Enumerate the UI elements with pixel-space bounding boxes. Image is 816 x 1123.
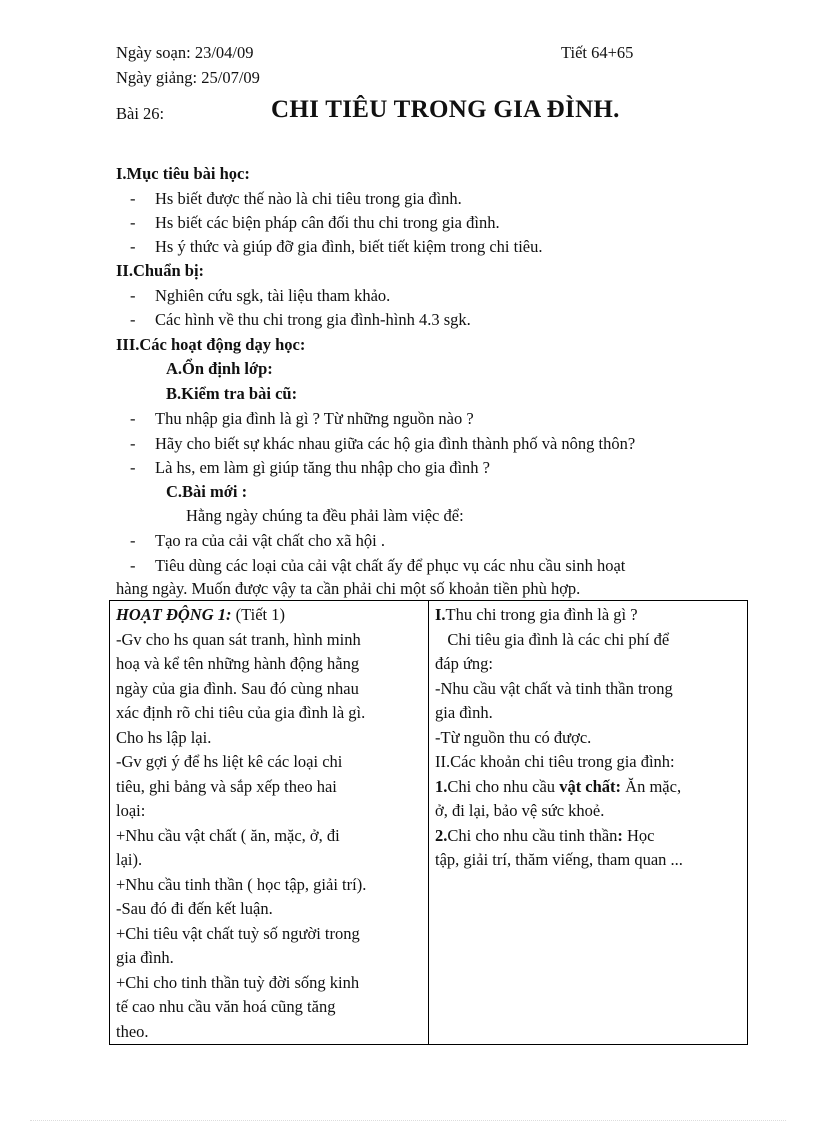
- section-heading-objectives: I.Mục tiêu bài học:: [116, 164, 250, 183]
- content-heading: I.Thu chi trong gia đình là gì ?: [435, 605, 638, 624]
- list-item-continuation: hàng ngày. Muốn được vậy ta cần phải chi một số khoản tiền phù hợp.: [116, 579, 581, 598]
- teacher-activity-line: Cho hs lập lại.: [116, 727, 212, 747]
- teacher-activity-line: tiêu, ghi bảng và sắp xếp theo hai: [116, 776, 337, 796]
- list-item: - Các hình về thu chi trong gia đình-hình 4.3 sgk.: [130, 310, 471, 329]
- list-item: - Thu nhập gia đình là gì ? Từ những nguồn nào ?: [130, 409, 474, 428]
- teacher-activity-line: xác định rõ chi tiêu của gia đình là gì.: [116, 703, 366, 722]
- teacher-activity-cell: [110, 601, 429, 1045]
- new-lesson-intro: Hằng ngày chúng ta đều phải làm việc để:: [186, 506, 464, 525]
- list-item: - Là hs, em làm gì giúp tăng thu nhập cho gia đình ?: [130, 458, 490, 477]
- teacher-activity-line: loại:: [116, 801, 146, 820]
- teacher-activity-line: gia đình.: [116, 948, 174, 967]
- content-line: gia đình.: [435, 703, 493, 722]
- lesson-date-taught: Ngày giảng: 25/07/09: [116, 68, 260, 87]
- teacher-activity-line: hoạ và kể tên những hành động hằng: [116, 654, 360, 673]
- teacher-activity-line: theo.: [116, 1021, 149, 1041]
- teacher-activity-line: +Nhu cầu tinh thần ( học tập, giải trí).: [116, 874, 367, 894]
- content-line: tập, giải trí, thăm viếng, tham quan ...: [435, 850, 683, 869]
- teacher-activity-line: -Gv gợi ý để hs liệt kê các loại chi: [116, 752, 343, 771]
- teacher-activity-line: +Chi cho tinh thần tuỳ đời sống kinh: [116, 972, 360, 992]
- subheading-class-order: A.Ổn định lớp:: [166, 359, 273, 378]
- teacher-activity-line: ngày của gia đình. Sau đó cùng nhau: [116, 678, 359, 698]
- list-item: - Hãy cho biết sự khác nhau giữa các hộ gia đình thành phố và nông thôn?: [130, 434, 636, 453]
- page-title: CHI TIÊU TRONG GIA ĐÌNH.: [271, 96, 620, 123]
- content-line: -Từ nguồn thu có được.: [435, 727, 592, 747]
- page-footer-divider: [30, 1120, 786, 1121]
- list-item: - Hs biết các biện pháp cân đối thu chi trong gia đình.: [130, 213, 500, 232]
- subheading-review: B.Kiểm tra bài cũ:: [166, 384, 298, 403]
- content-line: đáp ứng:: [435, 654, 493, 673]
- activity-table: [109, 600, 748, 1045]
- content-cell: [429, 601, 748, 1045]
- teacher-activity-lines: [116, 628, 422, 1045]
- teacher-activity-line: -Gv cho hs quan sát tranh, hình minh: [116, 629, 361, 649]
- list-item: - Hs ý thức và giúp đỡ gia đình, biết tiết kiệm trong chi tiêu.: [130, 237, 543, 256]
- content-lines: [435, 628, 741, 775]
- content-line: 2.Chi cho nhu cầu tinh thần: Học: [435, 825, 655, 845]
- list-item: - Tạo ra của cải vật chất cho xã hội .: [130, 531, 385, 550]
- section-heading-preparation: II.Chuẩn bị:: [116, 261, 205, 280]
- content-line: -Nhu cầu vật chất và tinh thần trong: [435, 678, 673, 698]
- teacher-activity-line: tế cao nhu cầu văn hoá cũng tăng: [116, 997, 336, 1016]
- teacher-activity-line: +Chi tiêu vật chất tuỳ số người trong: [116, 923, 360, 943]
- content-line: II.Các khoản chi tiêu trong gia đình:: [435, 752, 675, 771]
- content-line: Chi tiêu gia đình là các chi phí để: [435, 629, 670, 649]
- lesson-number: Bài 26:: [116, 104, 165, 123]
- list-item: - Hs biết được thế nào là chi tiêu trong gia đình.: [130, 189, 462, 208]
- subheading-new-lesson: C.Bài mới :: [166, 482, 248, 501]
- activity-heading: HOẠT ĐỘNG 1: (Tiết 1): [116, 605, 285, 624]
- teacher-activity-line: +Nhu cầu vật chất ( ăn, mặc, ở, đi: [116, 825, 340, 845]
- teacher-activity-line: -Sau đó đi đến kết luận.: [116, 899, 273, 918]
- list-item: - Tiêu dùng các loại của cải vật chất ấy để phục vụ các nhu cầu sinh hoạt: [130, 556, 626, 575]
- lesson-period: Tiết 64+65: [561, 43, 634, 62]
- content-line: ở, đi lại, bảo vệ sức khoẻ.: [435, 801, 605, 820]
- section-heading-activities: III.Các hoạt động dạy học:: [116, 335, 306, 354]
- content-line: 1.Chi cho nhu cầu vật chất: Ăn mặc,: [435, 776, 682, 796]
- teacher-activity-line: lại).: [116, 850, 143, 869]
- list-item: - Nghiên cứu sgk, tài liệu tham khảo.: [130, 286, 391, 305]
- lesson-date-prepared: Ngày soạn: 23/04/09: [116, 43, 254, 62]
